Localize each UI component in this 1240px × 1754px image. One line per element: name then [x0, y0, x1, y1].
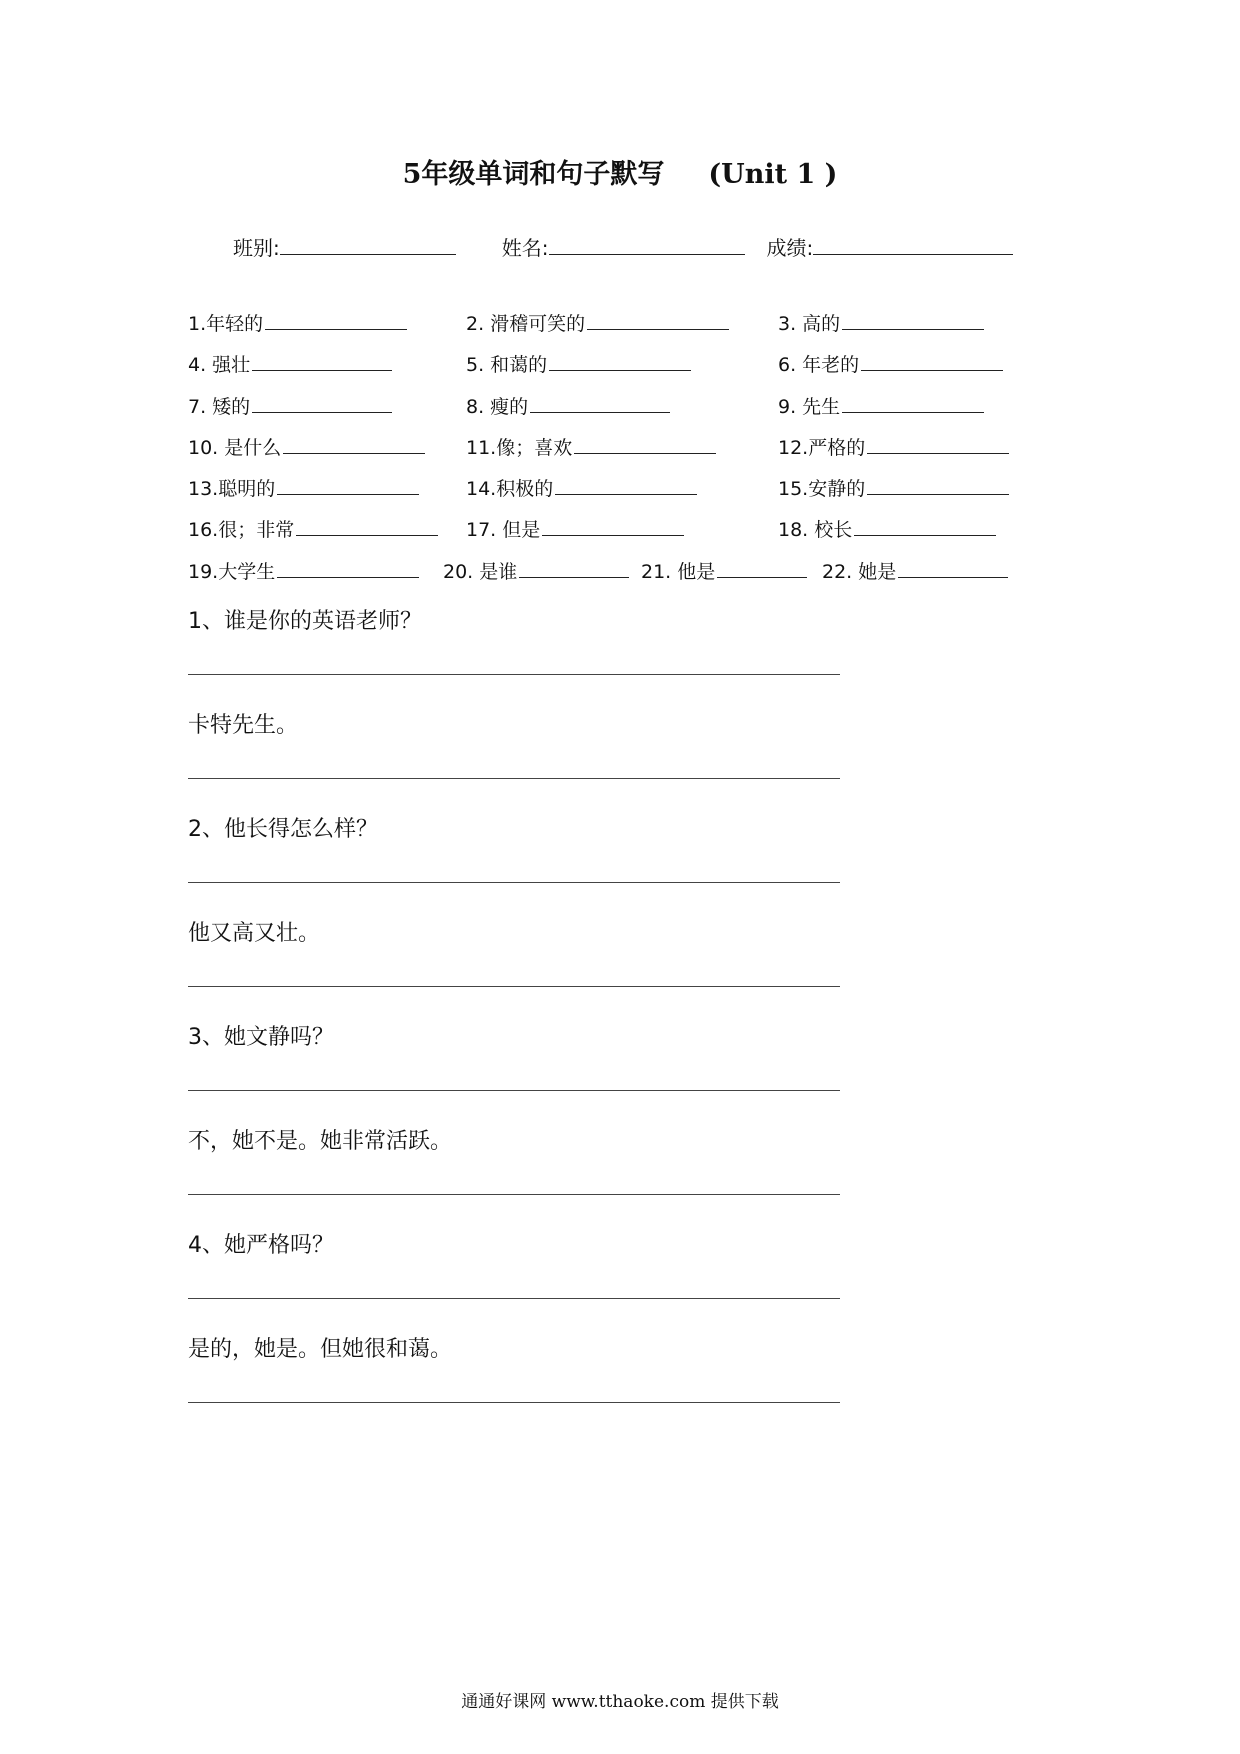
vocab-blank[interactable]: [277, 476, 419, 495]
vocab-item: [778, 515, 996, 542]
vocab-item: [188, 392, 392, 419]
vocab-label: 2. 滑稽可笑的: [466, 313, 586, 335]
vocab-label: 6. 年老的: [778, 354, 860, 376]
vocab-item: [466, 474, 697, 501]
vocab-blank[interactable]: [861, 352, 1003, 371]
vocab-item: [188, 433, 425, 460]
vocab-blank[interactable]: [867, 476, 1009, 495]
vocab-label: 19.大学生: [188, 561, 276, 583]
vocab-label: 9. 先生: [778, 396, 841, 418]
answer-line[interactable]: [188, 674, 840, 675]
vocab-blank[interactable]: [252, 394, 392, 413]
vocab-label: 14.积极的: [466, 478, 554, 500]
answer-line[interactable]: [188, 1194, 840, 1195]
vocab-blank[interactable]: [277, 559, 419, 578]
vocab-blank[interactable]: [574, 435, 716, 454]
vocab-label: 20. 是谁: [443, 561, 518, 583]
vocab-item: [778, 350, 1003, 377]
vocab-blank[interactable]: [842, 394, 984, 413]
answer-line[interactable]: [188, 1090, 840, 1091]
vocab-item: [188, 350, 392, 377]
vocab-item: [466, 350, 691, 377]
class-label: 班别:: [233, 236, 280, 260]
answer-prompt: 是的，她是。但她很和蔼。: [188, 1337, 453, 1362]
vocab-item: [466, 433, 716, 460]
answer-prompt: 不，她不是。她非常活跃。: [188, 1129, 453, 1154]
answer-line[interactable]: [188, 1402, 840, 1403]
vocab-item: [466, 309, 729, 336]
page-title: [0, 152, 1240, 191]
vocab-label: 7. 矮的: [188, 396, 251, 418]
vocab-item: [641, 557, 807, 584]
vocab-blank[interactable]: [549, 352, 691, 371]
name-label: 姓名:: [501, 236, 549, 260]
vocab-label: 1.年轻的: [188, 313, 264, 335]
name-blank[interactable]: [549, 234, 745, 255]
vocab-label: 5. 和蔼的: [466, 354, 548, 376]
vocab-label: 13.聪明的: [188, 478, 276, 500]
footer-credit: 通通好课网 www.tthaoke.com 提供下载: [461, 1692, 779, 1712]
title-unit: (Unit 1 ): [708, 159, 838, 190]
class-blank[interactable]: [280, 234, 456, 255]
vocab-item: [188, 309, 407, 336]
vocab-blank[interactable]: [555, 476, 697, 495]
vocab-label: 21. 他是: [641, 561, 716, 583]
vocab-blank[interactable]: [283, 435, 425, 454]
vocab-label: 4. 强壮: [188, 354, 251, 376]
vocab-item: [188, 474, 419, 501]
vocab-label: 17. 但是: [466, 519, 541, 541]
student-info-row: [233, 232, 1013, 261]
vocab-label: 3. 高的: [778, 313, 841, 335]
title-main: 5年级单词和句子默写: [402, 159, 665, 190]
vocab-blank[interactable]: [842, 311, 984, 330]
vocab-blank[interactable]: [587, 311, 729, 330]
vocab-blank[interactable]: [854, 517, 996, 536]
vocab-item: [778, 392, 984, 419]
vocab-item: [188, 515, 438, 542]
vocab-blank[interactable]: [717, 559, 807, 578]
vocab-label: 15.安静的: [778, 478, 866, 500]
score-field: [767, 232, 1014, 261]
vocab-blank[interactable]: [530, 394, 670, 413]
question-prompt: 3、她文静吗？: [188, 1025, 334, 1050]
vocab-item: [778, 309, 984, 336]
vocab-label: 12.严格的: [778, 437, 866, 459]
score-blank[interactable]: [813, 234, 1013, 255]
vocab-blank[interactable]: [296, 517, 438, 536]
vocab-item: [778, 433, 1009, 460]
answer-line[interactable]: [188, 882, 840, 883]
score-label: 成绩:: [766, 236, 814, 260]
vocab-item: [443, 557, 629, 584]
vocab-label: 10. 是什么: [188, 437, 282, 459]
vocab-label: 22. 她是: [822, 561, 897, 583]
vocab-item: [188, 557, 419, 584]
vocab-item: [822, 557, 1008, 584]
answer-prompt: 他又高又壮。: [188, 921, 321, 946]
question-prompt: 4、她严格吗？: [188, 1233, 334, 1258]
vocab-item: [778, 474, 1009, 501]
vocab-label: 8. 瘦的: [466, 396, 529, 418]
question-prompt: 1、谁是你的英语老师？: [188, 609, 422, 634]
class-field: [233, 232, 456, 261]
name-field: [502, 232, 745, 261]
answer-prompt: 卡特先生。: [188, 713, 299, 738]
vocab-label: 11.像；喜欢: [466, 437, 573, 459]
vocab-item: [466, 515, 684, 542]
vocab-blank[interactable]: [867, 435, 1009, 454]
vocab-item: [466, 392, 670, 419]
vocab-blank[interactable]: [542, 517, 684, 536]
vocab-blank[interactable]: [519, 559, 629, 578]
vocab-label: 18. 校长: [778, 519, 853, 541]
vocab-blank[interactable]: [265, 311, 407, 330]
answer-line[interactable]: [188, 1298, 840, 1299]
vocab-blank[interactable]: [252, 352, 392, 371]
vocab-blank[interactable]: [898, 559, 1008, 578]
answer-line[interactable]: [188, 778, 840, 779]
question-prompt: 2、他长得怎么样？: [188, 817, 378, 842]
vocab-label: 16.很；非常: [188, 519, 295, 541]
answer-line[interactable]: [188, 986, 840, 987]
